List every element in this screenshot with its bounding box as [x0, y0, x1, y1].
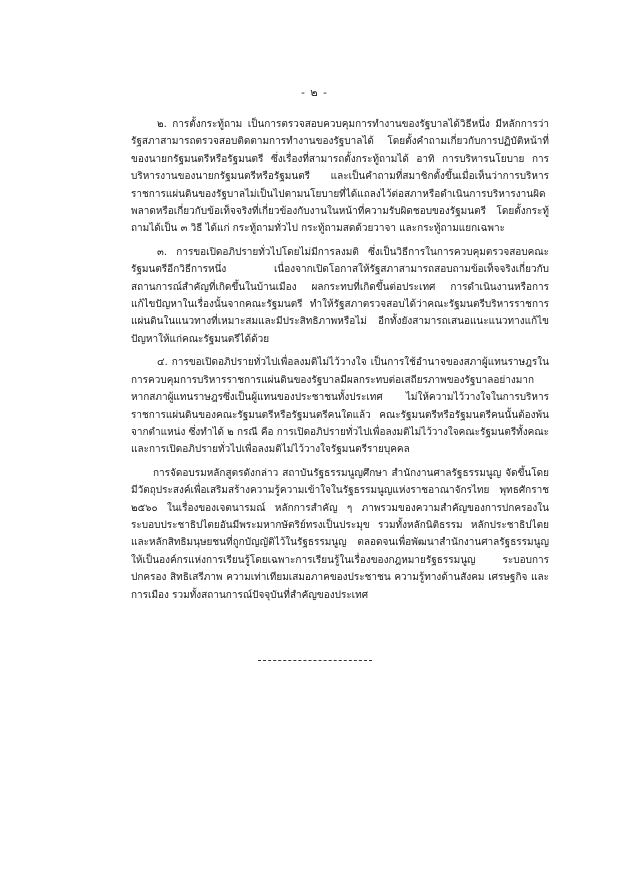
paragraph-question-motion: ๒. การตั้งกระทู้ถาม เป็นการตรวจสอบควบคุมการทำงานของรัฐบาลได้วิธีหนึ่ง มีหลักการว่า รัฐสภาสามารถตรวจสอบติดตามการทำงานของรัฐบาลได้ โดยตั้งคำถามเกี่ยวกับการปฏิบัติหน้าที่ของนายกรัฐมนตรีหรือรัฐมนตรี ซึ่งเรื่องที่สามารถตั้งกระทู้ถามได้ อาทิ การบริหารนโยบาย การบริหารงานของนายกรัฐมนตรีหรือรัฐมนตรี และเป็นคำถามที่สมาชิกตั้งขึ้นเมื่อเห็นว่าการบริหารราชการแผ่นดินของรัฐบาลไม่เป็นไปตามนโยบายที่ได้แถลงไว้ต่อสภาหรือดำเนินการบริหารงานผิดพลาดหรือเกี่ยวกับข้อเท็จจริงที่เกี่ยวข้องกับงานในหน้าที่ความรับผิดชอบของรัฐมนตรี โดยตั้งกระทู้ถามได้เป็น ๓ วิธี ได้แก่ กระทู้ถามทั่วไป กระทู้ถามสดด้วยวาจา และกระทู้ถามแยกเฉพาะ: [131, 119, 549, 235]
page-number: - ๒ -: [301, 86, 328, 99]
paragraph-general-debate: ๓. การขอเปิดอภิปรายทั่วไปโดยไม่มีการลงมติ ซึ่งเป็นวิธีการในการควบคุมตรวจสอบคณะรัฐมนตรีอีกวิธีการหนึ่ง เนื่องจากเปิดโอกาสให้รัฐสภาสามารถสอบถามข้อเท็จจริงเกี่ยวกับสถานการณ์สำคัญที่เกิดขึ้นในบ้านเมือง ผลกระทบที่เกิดขึ้นต่อประเทศ การดำเนินงานหรือการแก้ไขปัญหาในเรื่องนั้นจากคณะรัฐมนตรี ทำให้รัฐสภาตรวจสอบได้ว่าคณะรัฐมนตรีบริหารราชการแผ่นดินในแนวทางที่เหมาะสมและมีประสิทธิภาพหรือไม่ อีกทั้งยังสามารถเสนอแนะแนวทางแก้ไขปัญหาให้แก่คณะรัฐมนตรีได้ด้วย: [131, 246, 549, 345]
document-body: [131, 116, 549, 610]
end-separator: [258, 660, 372, 661]
paragraph-no-confidence-debate: ๔. การขอเปิดอภิปรายทั่วไปเพื่อลงมติไม่ไว้วางใจ เป็นการใช้อำนาจของสภาผู้แทนราษฎรในการควบคุมการบริหารราชการแผ่นดินของรัฐบาลมีผลกระทบต่อเสถียรภาพของรัฐบาลอย่างมาก หากสภาผู้แทนราษฎรซึ่งเป็นผู้แทนของประชาชนทั้งประเทศ ไม่ให้ความไว้วางใจในการบริหารราชการแผ่นดินของคณะรัฐมนตรีหรือรัฐมนตรีคนใดแล้ว คณะรัฐมนตรีหรือรัฐมนตรีคนนั้นต้องพ้นจากตำแหน่ง ซึ่งทำได้ ๒ กรณี คือ การเปิดอภิปรายทั่วไปเพื่อลงมติไม่ไว้วางใจคณะรัฐมนตรีทั้งคณะ และการเปิดอภิปรายทั่วไปเพื่อลงมติไม่ไว้วางใจรัฐมนตรีรายบุคคล: [131, 357, 549, 456]
paragraph-training-course: การจัดอบรมหลักสูตรดังกล่าว สถาบันรัฐธรรมนูญศึกษา สำนักงานศาลรัฐธรรมนูญ จัดขึ้นโดยมีวัตถุประสงค์เพื่อเสริมสร้างความรู้ความเข้าใจในรัฐธรรมนูญแห่งราชอาณาจักรไทย พุทธศักราช ๒๕๖๐ ในเรื่องของเจตนารมณ์ หลักการสำคัญ ๆ ภาพรวมของความสำคัญของการปกครองในระบอบประชาธิปไตยอันมีพระมหากษัตริย์ทรงเป็นประมุข รวมทั้งหลักนิติธรรม หลักประชาธิปไตย และหลักสิทธิมนุษยชนที่ถูกบัญญัติไว้ในรัฐธรรมนูญ ตลอดจนเพื่อพัฒนาสำนักงานศาลรัฐธรรมนูญ ให้เป็นองค์กรแห่งการเรียนรู้โดยเฉพาะการเรียนรู้ในเรื่องของกฎหมายรัฐธรรมนูญ ระบอบการปกครอง สิทธิเสรีภาพ ความเท่าเทียมเสมอภาคของประชาชน ความรู้ทางด้านสังคม เศรษฐกิจ และการเมือง รวมทั้งสถานการณ์ปัจจุบันที่สำคัญของประเทศ: [131, 467, 549, 601]
